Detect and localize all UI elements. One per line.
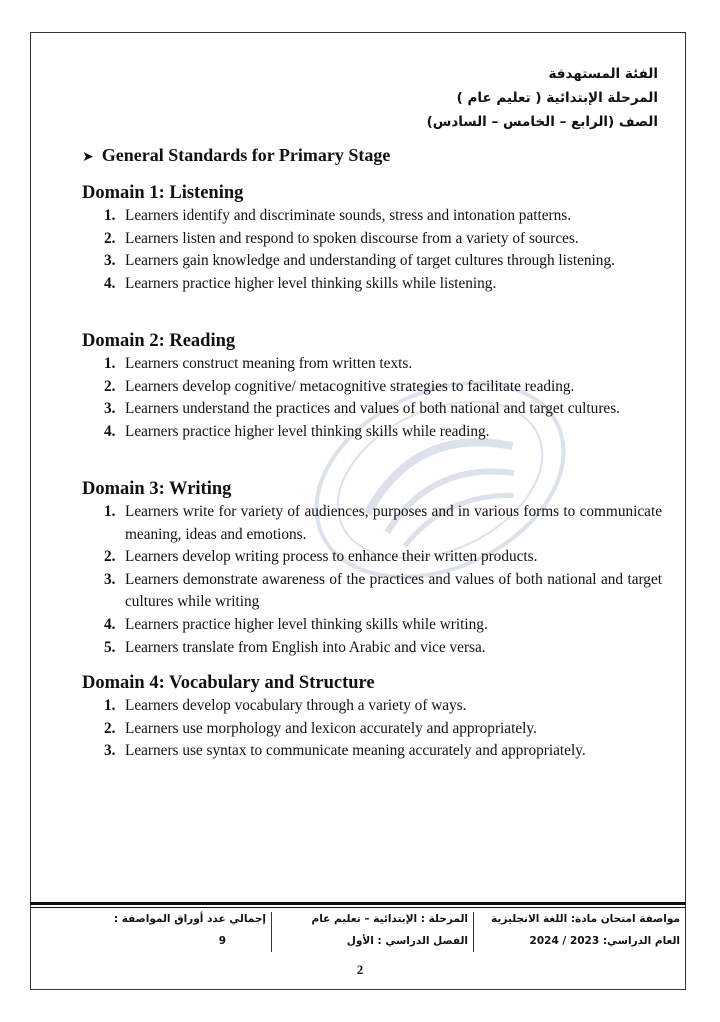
- footer-divider: [30, 902, 686, 905]
- list-item: [82, 501, 662, 546]
- item-number: 2.: [104, 229, 116, 247]
- item-text: Learners practice higher level thinking skills while writing.: [125, 615, 488, 633]
- footer-stage: المرحلة : الإبتدائية – تعليم عام: [311, 913, 468, 925]
- list-item: [82, 695, 662, 718]
- arabic-header: [427, 62, 658, 134]
- domain-items: [82, 205, 662, 295]
- item-number: 4.: [104, 422, 116, 440]
- item-number: 1.: [104, 503, 116, 520]
- list-item: [82, 569, 662, 614]
- list-item: [82, 376, 662, 399]
- item-text: Learners understand the practices and values of both national and target cultures.: [125, 400, 620, 418]
- list-item: [82, 637, 662, 660]
- item-number: 4.: [104, 615, 116, 633]
- item-number: 5.: [104, 638, 116, 656]
- stage-label: المرحلة الإبتدائية ( تعليم عام ): [456, 90, 658, 106]
- item-text: Learners write for variety of audiences, purposes and in various forms to communicate meaning, ideas and emotions.: [125, 503, 662, 543]
- footer-spec-subject: مواصفة امتحان مادة: اللغة الانجليزية: [491, 913, 680, 925]
- domain-title: Domain 3: Writing: [82, 479, 232, 499]
- footer-col-stage: [278, 908, 468, 952]
- domain-title: Domain 1: Listening: [82, 183, 244, 203]
- item-number: 2.: [104, 377, 116, 395]
- list-item: [82, 353, 662, 376]
- page-number: 2: [356, 962, 364, 977]
- domain-4: [82, 672, 662, 763]
- domain-title: Domain 4: Vocabulary and Structure: [82, 673, 375, 693]
- domain-2: [82, 330, 662, 443]
- item-text: Learners develop cognitive/ metacognitive strategies to facilitate reading.: [125, 377, 575, 395]
- list-item: [82, 421, 662, 444]
- item-text: Learners demonstrate awareness of the practices and values of both national and target cultures while writing: [125, 570, 662, 611]
- item-number: 4.: [104, 274, 116, 292]
- target-group-label: الفئة المستهدفة: [548, 66, 658, 82]
- footer-academic-year: العام الدراسي: 2023 / 2024: [529, 935, 680, 947]
- footer-col-total: [76, 908, 266, 952]
- item-text: Learners practice higher level thinking skills while listening.: [125, 274, 497, 292]
- footer-total-value: 9: [218, 935, 226, 947]
- item-text: Learners develop writing process to enhance their written products.: [125, 548, 538, 566]
- list-item: [82, 228, 662, 251]
- item-number: 2.: [104, 719, 116, 737]
- footer-separator: [271, 912, 272, 952]
- footer-total-label: إجمالي عدد أوراق المواصفة :: [113, 913, 266, 925]
- item-text: Learners develop vocabulary through a variety of ways.: [125, 697, 467, 714]
- footer-term: الفصل الدراسي : الأول: [346, 935, 468, 947]
- item-text: Learners use syntax to communicate meaning accurately and appropriately.: [125, 742, 586, 760]
- item-number: 3.: [104, 252, 116, 270]
- footer-separator: [473, 912, 474, 952]
- item-number: 1.: [104, 697, 116, 714]
- list-item: [82, 205, 662, 228]
- list-item: [82, 740, 662, 763]
- item-number: 3.: [104, 570, 116, 588]
- item-text: Learners construct meaning from written texts.: [125, 355, 413, 372]
- item-number: 2.: [104, 548, 116, 566]
- item-text: Learners gain knowledge and understanding of target cultures through listening.: [125, 252, 615, 270]
- item-number: 1.: [104, 355, 116, 372]
- list-item: [82, 718, 662, 741]
- grades-label: الصف (الرابع – الخامس – السادس): [426, 114, 658, 130]
- item-text: Learners listen and respond to spoken discourse from a variety of sources.: [125, 229, 579, 247]
- arrow-bullet-icon: ➤: [82, 149, 94, 165]
- item-number: 3.: [104, 742, 116, 760]
- domain-items: [82, 501, 662, 659]
- list-item: [82, 546, 662, 569]
- section-title-text: General Standards for Primary Stage: [101, 145, 391, 165]
- domain-items: [82, 353, 662, 443]
- list-item: [82, 250, 662, 273]
- list-item: [82, 614, 662, 637]
- item-number: 1.: [104, 207, 116, 224]
- section-title: [82, 145, 390, 166]
- domain-items: [82, 695, 662, 763]
- item-number: 3.: [104, 400, 116, 418]
- footer: [30, 908, 686, 952]
- item-text: Learners practice higher level thinking skills while reading.: [125, 422, 490, 440]
- list-item: [82, 398, 662, 421]
- item-text: Learners identify and discriminate sounds, stress and intonation patterns.: [125, 207, 572, 224]
- footer-col-subject: [480, 908, 680, 952]
- domain-3: [82, 478, 662, 659]
- item-text: Learners translate from English into Arabic and vice versa.: [125, 638, 486, 656]
- list-item: [82, 273, 662, 296]
- domain-1: [82, 182, 662, 295]
- domain-title: Domain 2: Reading: [82, 331, 236, 351]
- item-text: Learners use morphology and lexicon accurately and appropriately.: [125, 719, 537, 737]
